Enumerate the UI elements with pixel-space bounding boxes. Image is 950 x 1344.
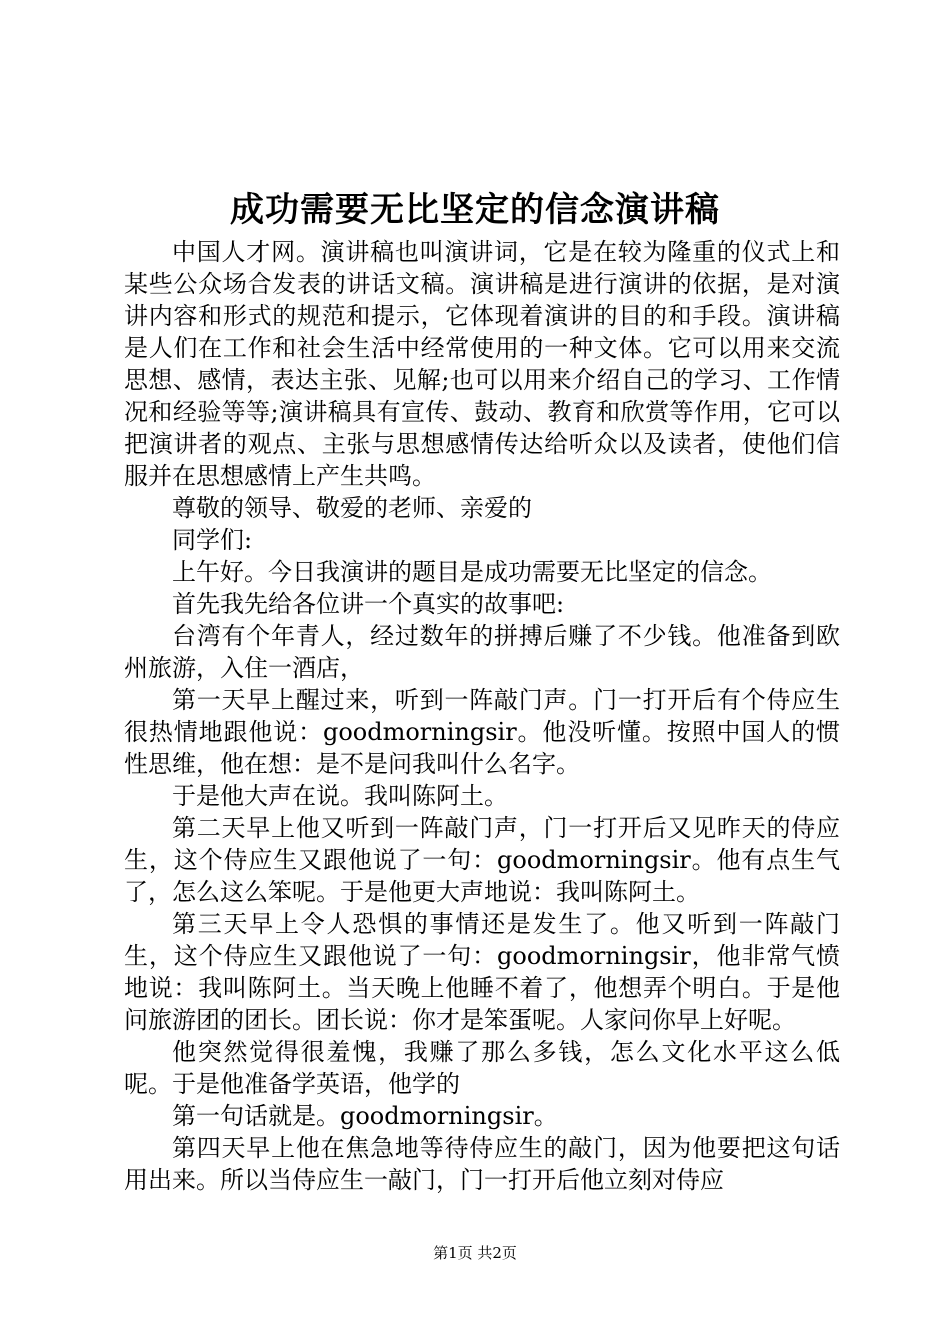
- document-title: 成功需要无比坚定的信念演讲稿: [230, 190, 720, 230]
- page-number: 第1页 共2页: [433, 1244, 517, 1262]
- paragraph-greeting: 上午好。今日我演讲的题目是成功需要无比坚定的信念。: [172, 558, 772, 586]
- paragraph-story-1: 台湾有个年青人，经过数年的拼搏后赚了不少钱。他准备到欧州旅游，入住一酒店，: [124, 622, 840, 682]
- paragraph-story-day3: 第三天早上令人恐惧的事情还是发生了。他又听到一阵敲门生，这个侍应生又跟他说了一句：goodmorningsir，他非常气愤地说：我叫陈阿土。当天晚上他睡不着了，他想弄个明白。于是他问旅游团的团长。团长说：你才是笨蛋呢。人家问你早上好呢。: [124, 910, 840, 1034]
- paragraph-story-day4: 第四天早上他在焦急地等待侍应生的敲门，因为他要把这句话用出来。所以当侍应生一敲门，门一打开后他立刻对侍应: [124, 1134, 840, 1194]
- paragraph-salutation: 尊敬的领导、敬爱的老师、亲爱的: [172, 494, 532, 522]
- paragraph-story-intro: 首先我先给各位讲一个真实的故事吧:: [172, 590, 565, 618]
- paragraph-story-reply1: 于是他大声在说。我叫陈阿土。: [172, 782, 508, 810]
- paragraph-story-day2: 第二天早上他又听到一阵敲门声，门一打开后又见昨天的侍应生，这个侍应生又跟他说了一句：goodmorningsir。他有点生气了，怎么这么笨呢。于是他更大声地说：我叫陈阿土。: [124, 814, 840, 906]
- paragraph-story-day1: 第一天早上醒过来，听到一阵敲门声。门一打开后有个侍应生很热情地跟他说：goodmorningsir。他没听懂。按照中国人的惯性思维，他在想：是不是问我叫什么名字。: [124, 686, 840, 778]
- document-body: [124, 236, 840, 1196]
- paragraph-story-first-phrase: 第一句话就是。goodmorningsir。: [172, 1102, 558, 1130]
- paragraph-story-shame: 他突然觉得很羞愧，我赚了那么多钱，怎么文化水平这么低呢。于是他准备学英语，他学的: [124, 1038, 840, 1098]
- paragraph-intro: 中国人才网。演讲稿也叫演讲词，它是在较为隆重的仪式上和某些公众场合发表的讲话文稿。演讲稿是进行演讲的依据，是对演讲内容和形式的规范和提示，它体现着演讲的目的和手段。演讲稿是人们在工作和社会生活中经常使用的一种文体。它可以用来交流思想、感情，表达主张、见解;也可以用来介绍自己的学习、工作情况和经验等等;演讲稿具有宣传、鼓动、教育和欣赏等作用，它可以把演讲者的观点、主张与思想感情传达给听众以及读者，使他们信服并在思想感情上产生共鸣。: [124, 238, 840, 490]
- paragraph-salutation-cont: 同学们:: [172, 526, 253, 554]
